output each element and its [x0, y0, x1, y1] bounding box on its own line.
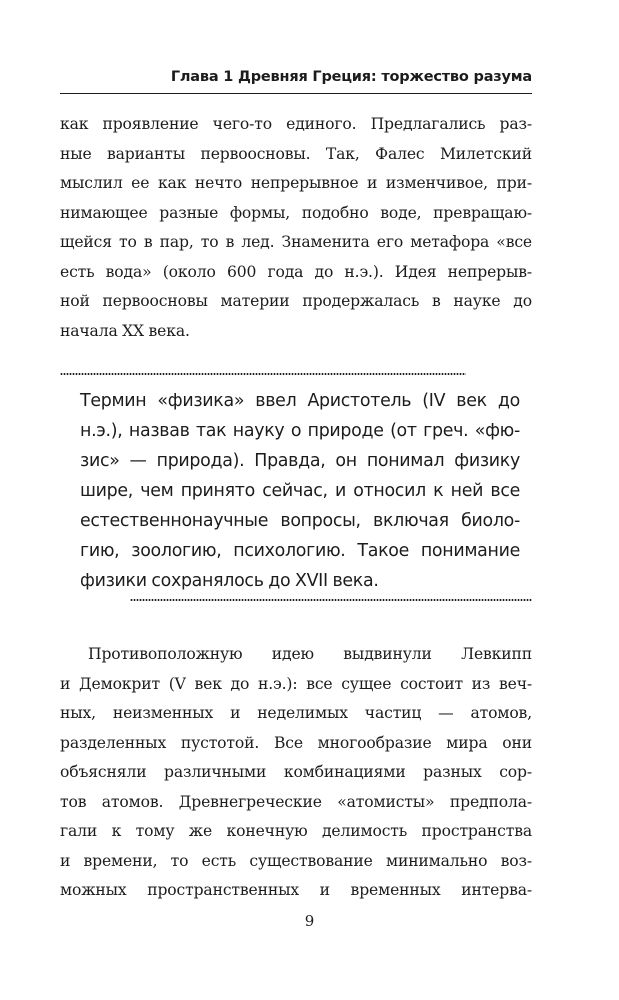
paragraph-line: мыслил ее как нечто непрерывное и изменчивое, при- — [60, 174, 532, 192]
paragraph-thales — [60, 110, 532, 346]
paragraph-line: начала XX века. — [60, 321, 190, 340]
sidebar-top-dotted-rule — [60, 372, 466, 376]
page-number: 9 — [304, 912, 315, 930]
paragraph-line: Противоположную идею выдвинули Левкипп — [88, 645, 532, 663]
paragraph-line: разделенных пустотой. Все многообразие мира они — [60, 733, 532, 752]
paragraph-line: есть вода» (около 600 года до н.э.). Идея непрерыв- — [60, 262, 532, 281]
paragraph-line: гали к тому же конечную делимость пространства — [60, 822, 532, 840]
paragraph-line: как проявление чего-то единого. Предлагались раз- — [60, 115, 532, 133]
paragraph-atomists — [60, 640, 532, 906]
sidebar-line: физики сохранялось до XVII века. — [80, 571, 379, 591]
sidebar-line: н.э.), назвав так науку о природе (от греч. «фю- — [80, 421, 520, 441]
paragraph-line: щейся то в пар, то в лед. Знаменита его метафора «все — [60, 233, 532, 251]
paragraph-line: и времени, то есть существование минимально воз- — [60, 851, 532, 870]
sidebar-note-physics-term — [80, 386, 520, 596]
sidebar-line: естественнонаучные вопросы, включая биоло- — [80, 511, 520, 531]
paragraph-line: тов атомов. Древнегреческие «атомисты» предпола- — [60, 792, 532, 811]
header-divider — [60, 93, 532, 94]
paragraph-line: ных, неизменных и неделимых частиц — атомов, — [60, 704, 532, 722]
paragraph-line: ные варианты первоосновы. Так, Фалес Милетский — [60, 144, 532, 163]
paragraph-line: и Демокрит (V век до н.э.): все сущее состоит из веч- — [60, 674, 532, 693]
paragraph-line: можных пространственных и временных интерва- — [60, 881, 532, 899]
running-header: Глава 1 Древняя Греция: торжество разума — [170, 69, 532, 85]
sidebar-line: зис» — природа). Правда, он понимал физику — [80, 451, 520, 471]
sidebar-bottom-dotted-rule — [130, 598, 532, 602]
paragraph-line: нимающее разные формы, подобно воде, превращаю- — [60, 203, 532, 222]
sidebar-line: шире, чем принято сейчас, и относил к ней все — [80, 481, 520, 501]
sidebar-line: гию, зоологию, психологию. Такое понимание — [80, 541, 520, 561]
paragraph-line: объясняли различными комбинациями разных сор- — [60, 763, 532, 781]
paragraph-line: ной первоосновы материи продержалась в науке до — [60, 292, 532, 310]
sidebar-line: Термин «физика» ввел Аристотель (IV век до — [80, 391, 520, 411]
